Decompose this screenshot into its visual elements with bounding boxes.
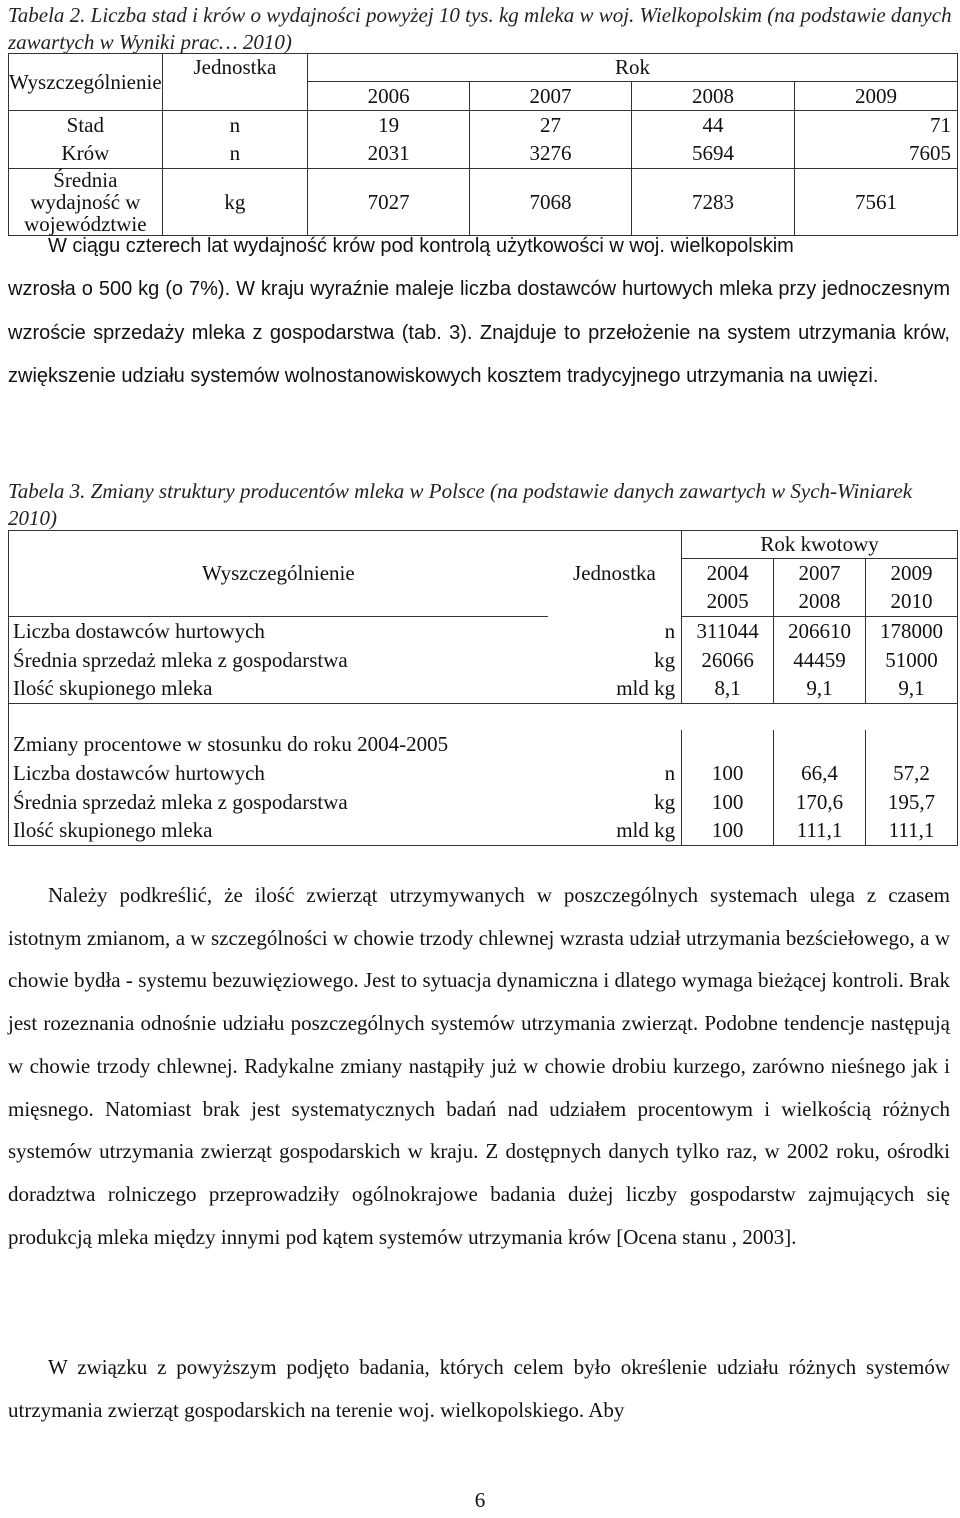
year-cell: 2004 xyxy=(682,559,774,588)
value-cell: 7561 xyxy=(794,169,957,236)
value-cell: 7605 xyxy=(794,140,957,169)
paragraph-2: Należy podkreślić, że ilość zwierząt utrzymywanych w poszczególnych systemach ulega z czasem istotnym zmianom, a w szczególności w chowie trzody chlewnej wzrasta udział utrzymania bezściełowego, a w chowie bydła - systemu bezuwięziowego. Jest to sytuacja dynamiczna i dlatego wymaga bieżącej kontroli. Brak jest rozeznania odnośnie udziału poszczególnych systemów utrzymania zwierząt. Podobne tendencje następują w chowie trzody chlewnej. Radykalne zmiany nastąpiły już w chowie drobiu kurzego, zarówno nieśnego jak i mięsnego. Natomiast brak jest systematycznych badań nad udziałem procentowym i wielkością różnych systemów utrzymania zwierząt gospodarskich w kraju. Z dostępnych danych tylko raz, w 2002 roku, ośrodki doradztwa rolniczego przeprowadziły ogólnokrajowe badania dużej liczby gospodarstw zajmujących się produkcją mleka między innymi pod kątem systemów utrzymania krów [Ocena stanu , 2003]. xyxy=(8,883,950,1249)
table2-caption: Tabela 3. Zmiany struktury producentów mleka w Polsce (na podstawie danych zawartych w Sych-Winiarek 2010) xyxy=(8,479,913,530)
value-cell: 206610 xyxy=(774,617,866,646)
value-cell: 44 xyxy=(632,111,795,140)
spacer-row xyxy=(9,704,958,730)
header-year: Rok kwotowy xyxy=(682,531,958,559)
table-herd-yield xyxy=(8,53,958,236)
value-cell: 7068 xyxy=(470,169,632,236)
value-cell: 195,7 xyxy=(866,788,958,817)
year-cell: 2009 xyxy=(794,82,957,111)
value-cell: 111,1 xyxy=(774,817,866,846)
year-cell: 2009 xyxy=(866,559,958,588)
row-label: Średnia sprzedaż mleka z gospodarstwa xyxy=(9,646,548,675)
row-label: Krów xyxy=(9,140,163,169)
header-unit: Jednostka xyxy=(548,531,682,617)
row-unit: kg xyxy=(162,169,307,236)
row-unit: n xyxy=(162,111,307,140)
header-unit: Jednostka xyxy=(162,54,307,111)
row-unit: n xyxy=(664,760,676,785)
value-cell: 100 xyxy=(682,788,774,817)
row-unit: n xyxy=(664,618,676,643)
row-label: Średnia sprzedaż mleka z gospodarstwa xyxy=(9,788,548,817)
value-cell: 26066 xyxy=(682,646,774,675)
header-year: Rok xyxy=(308,54,958,82)
value-cell: 7283 xyxy=(632,169,795,236)
year-cell: 2007 xyxy=(470,82,632,111)
value-cell: 5694 xyxy=(632,140,795,169)
row-unit: kg xyxy=(654,647,676,672)
year-cell: 2006 xyxy=(308,82,470,111)
row-label: Stad xyxy=(9,111,163,140)
header-spec: Wyszczególnienie xyxy=(9,54,163,111)
value-cell: 111,1 xyxy=(866,817,958,846)
value-cell: 44459 xyxy=(774,646,866,675)
value-cell: 311044 xyxy=(682,617,774,646)
value-cell: 2031 xyxy=(308,140,470,169)
value-cell: 66,4 xyxy=(774,759,866,788)
value-cell: 3276 xyxy=(470,140,632,169)
value-cell: 27 xyxy=(470,111,632,140)
year-cell: 2010 xyxy=(866,588,958,617)
value-cell: 9,1 xyxy=(774,675,866,704)
row-label: Średnia wydajność w województwie xyxy=(9,169,163,236)
year-cell: 2008 xyxy=(632,82,795,111)
year-cell: 2005 xyxy=(682,588,774,617)
value-cell: 170,6 xyxy=(774,788,866,817)
row-label: Liczba dostawców hurtowych xyxy=(9,759,548,788)
value-cell: 9,1 xyxy=(866,675,958,704)
value-cell: 7027 xyxy=(308,169,470,236)
section-label: Zmiany procentowe w stosunku do roku 2004-2005 xyxy=(9,730,548,759)
value-cell: 100 xyxy=(682,817,774,846)
row-label: Ilość skupionego mleka xyxy=(9,817,548,846)
table1-caption: Tabela 2. Liczba stad i krów o wydajności powyżej 10 tys. kg mleka w woj. Wielkopolskim (na podstawie danych zawartych w Wyniki prac… 2010) xyxy=(8,3,952,54)
year-cell: 2007 xyxy=(774,559,866,588)
header-spec: Wyszczególnienie xyxy=(9,531,548,617)
value-cell: 19 xyxy=(308,111,470,140)
page-number: 6 xyxy=(474,1488,486,1512)
paragraph-1: wzrosła o 500 kg (o 7%). W kraju wyraźnie maleje liczba dostawców hurtowych mleka przy jednoczesnym wzroście sprzedaży mleka z gospodarstwa (tab. 3). Znajduje to przełożenie na system utrzymania krów, zwiększenie udziału systemów wolnostanowiskowych kosztem tradycyjnego utrzymania na uwięzi. xyxy=(8,278,950,387)
value-cell: 178000 xyxy=(866,617,958,646)
paragraph-1-first-line: W ciągu czterech lat wydajność krów pod kontrolą użytkowości w woj. wielkopolskim xyxy=(48,235,794,257)
table-milk-producers xyxy=(8,530,958,846)
paragraph-3: W związku z powyższym podjęto badania, których celem było określenie udziału różnych systemów utrzymania zwierząt gospodarskich na terenie woj. wielkopolskiego. Aby xyxy=(8,1355,950,1422)
value-cell: 57,2 xyxy=(866,759,958,788)
year-cell: 2008 xyxy=(774,588,866,617)
row-unit: n xyxy=(162,140,307,169)
row-unit: mld kg xyxy=(548,675,682,704)
row-unit: kg xyxy=(654,789,676,814)
row-unit: mld kg xyxy=(548,817,682,846)
value-cell: 100 xyxy=(682,759,774,788)
row-label: Liczba dostawców hurtowych xyxy=(9,617,548,646)
row-label: Ilość skupionego mleka xyxy=(9,675,548,704)
value-cell: 8,1 xyxy=(682,675,774,704)
value-cell: 71 xyxy=(794,111,957,140)
value-cell: 51000 xyxy=(866,646,958,675)
